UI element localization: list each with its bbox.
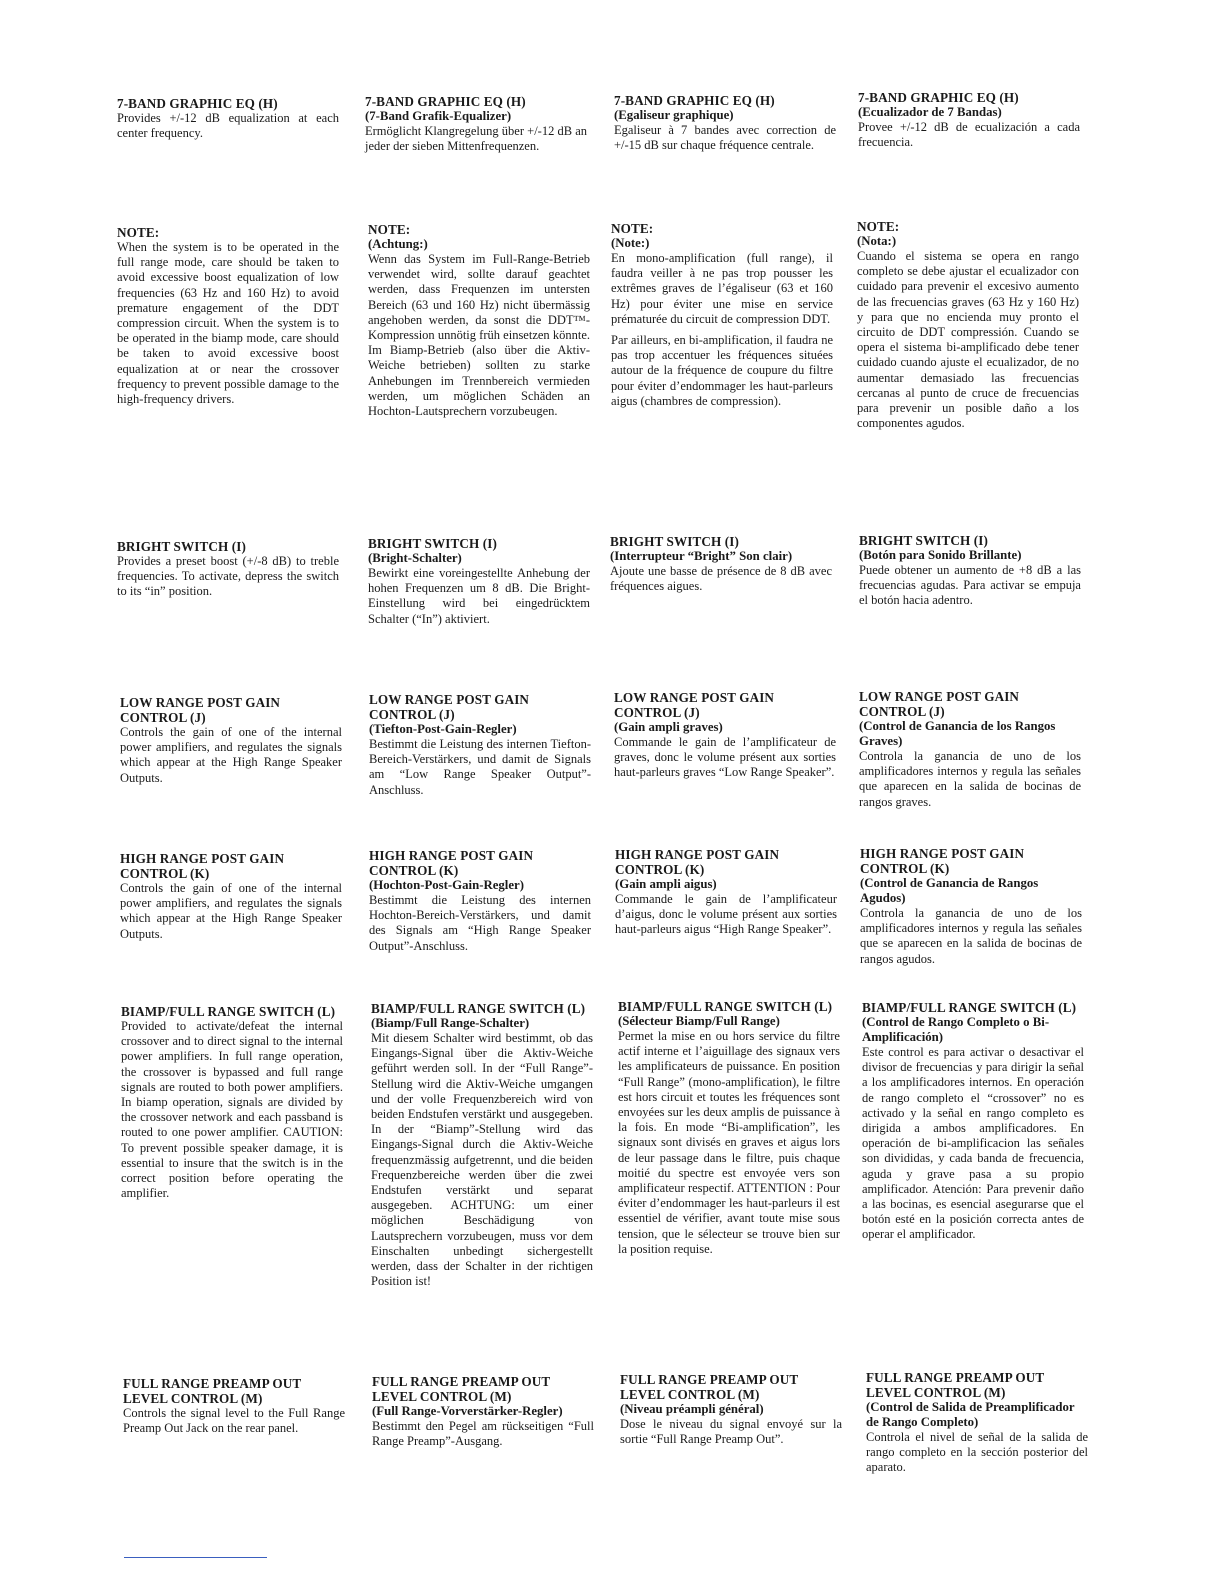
section-body: Par ailleurs, en bi-amplification, il faudra ne pas trop accentuer les fréquences situées autour de la fréquence de coupure du filtre pour éviter d’endommager les haut-parleurs aigus (chambres de compression).: [611, 333, 833, 408]
section-body: Controls the gain of one of the internal power amplifiers, and regulates the signals which appear at the High Range Speaker Outputs.: [120, 881, 342, 941]
section-body: Controla el nivel de señal de la salida de rango completo en la sección posterior del aparato.: [866, 1430, 1088, 1475]
section-body: Controla la ganancia de uno de los amplificadores internos y regula las señales que se aparecen en la salida de bocinas de rangos agudos.: [860, 906, 1082, 966]
es-low-gain-section: [859, 689, 1081, 810]
section-heading: FULL RANGE PREAMP OUT LEVEL CONTROL (M): [372, 1374, 551, 1404]
section-heading: NOTE:: [611, 221, 654, 236]
section-body: Provided to activate/defeat the internal crossover and to direct signal to the internal power amplifiers. In full range operation, the crossover is bypassed and full range signals are routed to both power amplifiers. In biamp operation, signals are divided by the crossover network and each passband is routed to one power amplifier. CAUTION: To prevent possible speaker damage, it is essential to insure that the switch is in the correct position before operating the amplifier.: [121, 1019, 343, 1201]
section-heading: HIGH RANGE POST GAIN CONTROL (K): [120, 851, 285, 881]
section-subheading: (Interrupteur “Bright” Son clair): [610, 549, 793, 563]
section-body: Controls the gain of one of the internal power amplifiers, and regulates the signals which appear at the High Range Speaker Outputs.: [120, 725, 342, 785]
es-bright-section: [859, 533, 1081, 609]
section-heading: LOW RANGE POST GAIN CONTROL (J): [120, 695, 281, 725]
section-subheading: (Biamp/Full Range-Schalter): [371, 1016, 530, 1030]
section-body: Bestimmt die Leistung des internen Tiefton-Bereich-Verstärkers, und damit de Signals am “Low Range Speaker Output”-Anschluss.: [369, 737, 591, 797]
section-heading: BRIGHT SWITCH (I): [368, 536, 497, 551]
de-note-section: [368, 222, 590, 419]
en-preamp-section: [123, 1376, 345, 1436]
section-subheading: (Nota:): [857, 234, 897, 248]
section-subheading: (Control de Ganancia de Rangos Agudos): [860, 876, 1039, 905]
section-heading: NOTE:: [117, 225, 160, 240]
section-subheading: (Egaliseur graphique): [614, 108, 734, 122]
section-heading: NOTE:: [857, 219, 900, 234]
section-subheading: (Tiefton-Post-Gain-Regler): [369, 722, 517, 736]
section-heading: NOTE:: [368, 222, 411, 237]
section-body: Bewirkt eine voreingestellte Anhebung der hohen Frequenzen um 8 dB. Die Bright-Einstellung wird bei eingedrücktem Schalter (“In”) aktiviert.: [368, 566, 590, 626]
section-body: Controls the signal level to the Full Range Preamp Out Jack on the rear panel.: [123, 1406, 345, 1436]
en-high-gain-section: [120, 851, 342, 942]
section-heading: 7-BAND GRAPHIC EQ (H): [614, 93, 775, 108]
section-heading: FULL RANGE PREAMP OUT LEVEL CONTROL (M): [866, 1370, 1045, 1400]
section-heading: 7-BAND GRAPHIC EQ (H): [117, 96, 278, 111]
section-body: Mit diesem Schalter wird bestimmt, ob das Eingangs-Signal über die Aktiv-Weiche geführt werden soll. In der “Full Range”-Stellung wird die Aktiv-Weiche umgangen und der volle Frequenzbereich wird von beiden Endstufen verstärkt und ausgegeben. In der “Biamp”-Stellung wird das Eingangs-Signal durch die Aktiv-Weiche frequenzmässig aufgetrennt, und die beiden Frequenzbereiche werden über die zwei Endstufen verstärkt und separat ausgegeben. ACHTUNG: um einer möglichen Beschädigung von Lautsprechern vorzubeugen, muss vor dem Einschalten unbedingt sichergestellt werden, dass der Schalter in der richtigen Position ist!: [371, 1031, 593, 1289]
section-body: Egaliseur à 7 bandes avec correction de +/-15 dB sur chaque fréquence centrale.: [614, 123, 836, 153]
section-heading: LOW RANGE POST GAIN CONTROL (J): [614, 690, 775, 720]
en-note-section: [117, 225, 339, 407]
section-body: Puede obtener un aumento de +8 dB a las frecuencias agudas. Para activar se empuja el botón hacia adentro.: [859, 563, 1081, 608]
fr-biamp-section: [618, 999, 840, 1257]
en-biamp-section: [121, 1004, 343, 1201]
section-subheading: (Bright-Schalter): [368, 551, 462, 565]
section-body: En mono-amplification (full range), il faudra veiller à ne pas trop pousser les extrêmes graves de l’égaliseur (63 et 160 Hz) pour éviter une mise en service prématurée du circuit de compression DDT.: [611, 251, 833, 326]
section-subheading: (Niveau préampli général): [620, 1402, 764, 1416]
section-body: Provides +/-12 dB equalization at each center frequency.: [117, 111, 339, 141]
section-body: When the system is to be operated in the full range mode, care should be taken to avoid excessive boost equalization of low frequencies (63 Hz and 160 Hz) to avoid premature engagement of the DDT compression circuit. When the system is to be operated in the biamp mode, care should be taken to avoid excessive boost equalization at or near the crossover frequency to prevent possible damage to the high-frequency drivers.: [117, 240, 339, 407]
section-heading: FULL RANGE PREAMP OUT LEVEL CONTROL (M): [123, 1376, 302, 1406]
section-subheading: (Ecualizador de 7 Bandas): [858, 105, 1002, 119]
en-low-gain-section: [120, 695, 342, 786]
section-heading: BRIGHT SWITCH (I): [610, 534, 739, 549]
section-subheading: (7-Band Grafik-Equalizer): [365, 109, 512, 123]
es-preamp-section: [866, 1370, 1088, 1476]
section-heading: BIAMP/FULL RANGE SWITCH (L): [121, 1004, 336, 1019]
de-eq-section: [365, 94, 587, 154]
section-heading: BIAMP/FULL RANGE SWITCH (L): [618, 999, 833, 1014]
section-heading: LOW RANGE POST GAIN CONTROL (J): [859, 689, 1020, 719]
section-body: Dose le niveau du signal envoyé sur la sortie “Full Range Preamp Out”.: [620, 1417, 842, 1447]
en-eq-section: [117, 96, 339, 141]
fr-high-gain-section: [615, 847, 837, 938]
section-heading: BRIGHT SWITCH (I): [117, 539, 246, 554]
section-body: Este control es para activar o desactivar el divisor de frecuencias y para dirigir la señal a los amplificadores internos. En operación de rango completo el “crossover” no es activado y la señal en rango completo es dirigida a ambos amplificadores. En operación de bi-amplificacion las señales son divididas, y cada banda de frecuencia, aguda y grave pasa a su propio amplificador. Atención: Para prevenir daño a las bocinas, es esencial asegurarse que el botón esté en la posición correcta antes de operar el amplificador.: [862, 1045, 1084, 1242]
section-heading: LOW RANGE POST GAIN CONTROL (J): [369, 692, 530, 722]
fr-bright-section: [610, 534, 832, 594]
section-subheading: (Control de Ganancia de los Rangos Graves): [859, 719, 1056, 748]
section-subheading: (Sélecteur Biamp/Full Range): [618, 1014, 780, 1028]
es-note-section: [857, 219, 1079, 431]
de-biamp-section: [371, 1001, 593, 1289]
section-body: Ermöglicht Klangregelung über +/-12 dB an jeder der sieben Mittenfrequenzen.: [365, 124, 587, 154]
section-heading: 7-BAND GRAPHIC EQ (H): [365, 94, 526, 109]
footer-rule: [124, 1557, 267, 1558]
section-body: Provides a preset boost (+/-8 dB) to treble frequencies. To activate, depress the switch to its “in” position.: [117, 554, 339, 599]
section-body: Wenn das System im Full-Range-Betrieb verwendet wird, sollte darauf geachtet werden, dass Frequenzen im untersten Bereich (63 und 160 Hz) nicht übermässig angehoben werden, da sonst die DDT™-Kompression unnötig früh einsetzen könnte. Im Biamp-Betrieb (also über die Aktiv-Weiche betrieben) sollten zu starke Anhebungen im Trennbereich vermieden werden, um möglichen Schäden an Hochton-Lautsprechern vorzubeugen.: [368, 252, 590, 419]
de-bright-section: [368, 536, 590, 627]
section-body: Provee +/-12 dB de ecualización a cada frecuencia.: [858, 120, 1080, 150]
section-heading: HIGH RANGE POST GAIN CONTROL (K): [615, 847, 780, 877]
section-body: Bestimmt die Leistung des internen Hochton-Bereich-Verstärkers, und damit des Signals am “High Range Speaker Output”-Anschluss.: [369, 893, 591, 953]
section-heading: BIAMP/FULL RANGE SWITCH (L): [371, 1001, 586, 1016]
fr-eq-section: [614, 93, 836, 153]
section-subheading: (Control de Salida de Preamplificador de Rango Completo): [866, 1400, 1075, 1429]
section-body: Commande le gain de l’amplificateur d’aigus, donc le volume présent aux sorties haut-parleurs aigus “High Range Speaker”.: [615, 892, 837, 937]
section-body: Ajoute une basse de présence de 8 dB avec fréquences aigues.: [610, 564, 832, 594]
section-body: Bestimmt den Pegel am rückseitigen “Full Range Preamp”-Ausgang.: [372, 1419, 594, 1449]
section-subheading: (Hochton-Post-Gain-Regler): [369, 878, 524, 892]
es-high-gain-section: [860, 846, 1082, 967]
section-heading: 7-BAND GRAPHIC EQ (H): [858, 90, 1019, 105]
section-subheading: (Full Range-Vorverstärker-Regler): [372, 1404, 563, 1418]
section-subheading: (Note:): [611, 236, 650, 250]
section-heading: HIGH RANGE POST GAIN CONTROL (K): [860, 846, 1025, 876]
section-heading: FULL RANGE PREAMP OUT LEVEL CONTROL (M): [620, 1372, 799, 1402]
en-bright-section: [117, 539, 339, 600]
de-low-gain-section: [369, 692, 591, 798]
section-body: Controla la ganancia de uno de los amplificadores internos y regula las señales que aparecen en la salida de bocinas de rangos graves.: [859, 749, 1081, 809]
section-subheading: (Botón para Sonido Brillante): [859, 548, 1022, 562]
es-biamp-section: [862, 1000, 1084, 1243]
section-body: Commande le gain de l’amplificateur de graves, donc le volume présent aux sorties haut-parleurs graves “Low Range Speaker”.: [614, 735, 836, 780]
section-subheading: (Control de Rango Completo o Bi-Amplificación): [862, 1015, 1050, 1044]
section-heading: BIAMP/FULL RANGE SWITCH (L): [862, 1000, 1077, 1015]
fr-preamp-section: [620, 1372, 842, 1447]
section-subheading: (Achtung:): [368, 237, 428, 251]
fr-note-section: [611, 221, 833, 409]
section-subheading: (Gain ampli aigus): [615, 877, 717, 891]
section-body: Permet la mise en ou hors service du filtre actif interne et l’aiguillage des signaux vers les amplificateurs de puissance. En position “Full Range” (mono-amplification), le filtre est hors circuit et toutes les fréquences sont envoyées sur les deux amplis de puissance à la fois. En mode “Bi-amplification”, les signaux sont divisés en graves et aigus lors de leur passage dans le filtre, puis chaque moitié du spectre est envoyée vers son amplificateur respectif. ATTENTION : Pour éviter d’endommager les haut-parleurs il est essentiel de vérifier, avant toute mise sous tension, que le sélecteur se trouve bien sur la position requise.: [618, 1029, 840, 1256]
section-heading: HIGH RANGE POST GAIN CONTROL (K): [369, 848, 534, 878]
es-eq-section: [858, 90, 1080, 150]
section-heading: BRIGHT SWITCH (I): [859, 533, 988, 548]
section-subheading: (Gain ampli graves): [614, 720, 723, 734]
de-preamp-section: [372, 1374, 594, 1449]
de-high-gain-section: [369, 848, 591, 954]
fr-low-gain-section: [614, 690, 836, 781]
section-body: Cuando el sistema se opera en rango completo se debe ajustar el ecualizador con cuidado para prevenir el excesivo aumento de las frecuencias graves (63 Hz y 160 Hz) y para que no encienda muy pronto el circuito de DDT compressión. Cuando se opera el sistema bi-amplificado debe tener cuidado cuando ajuste el ecualizador, de no aumentar demasiado las frecuencias cercanas al punto de cruce de frecuencias para prevenir un posible daño a los componentes agudos.: [857, 249, 1079, 431]
